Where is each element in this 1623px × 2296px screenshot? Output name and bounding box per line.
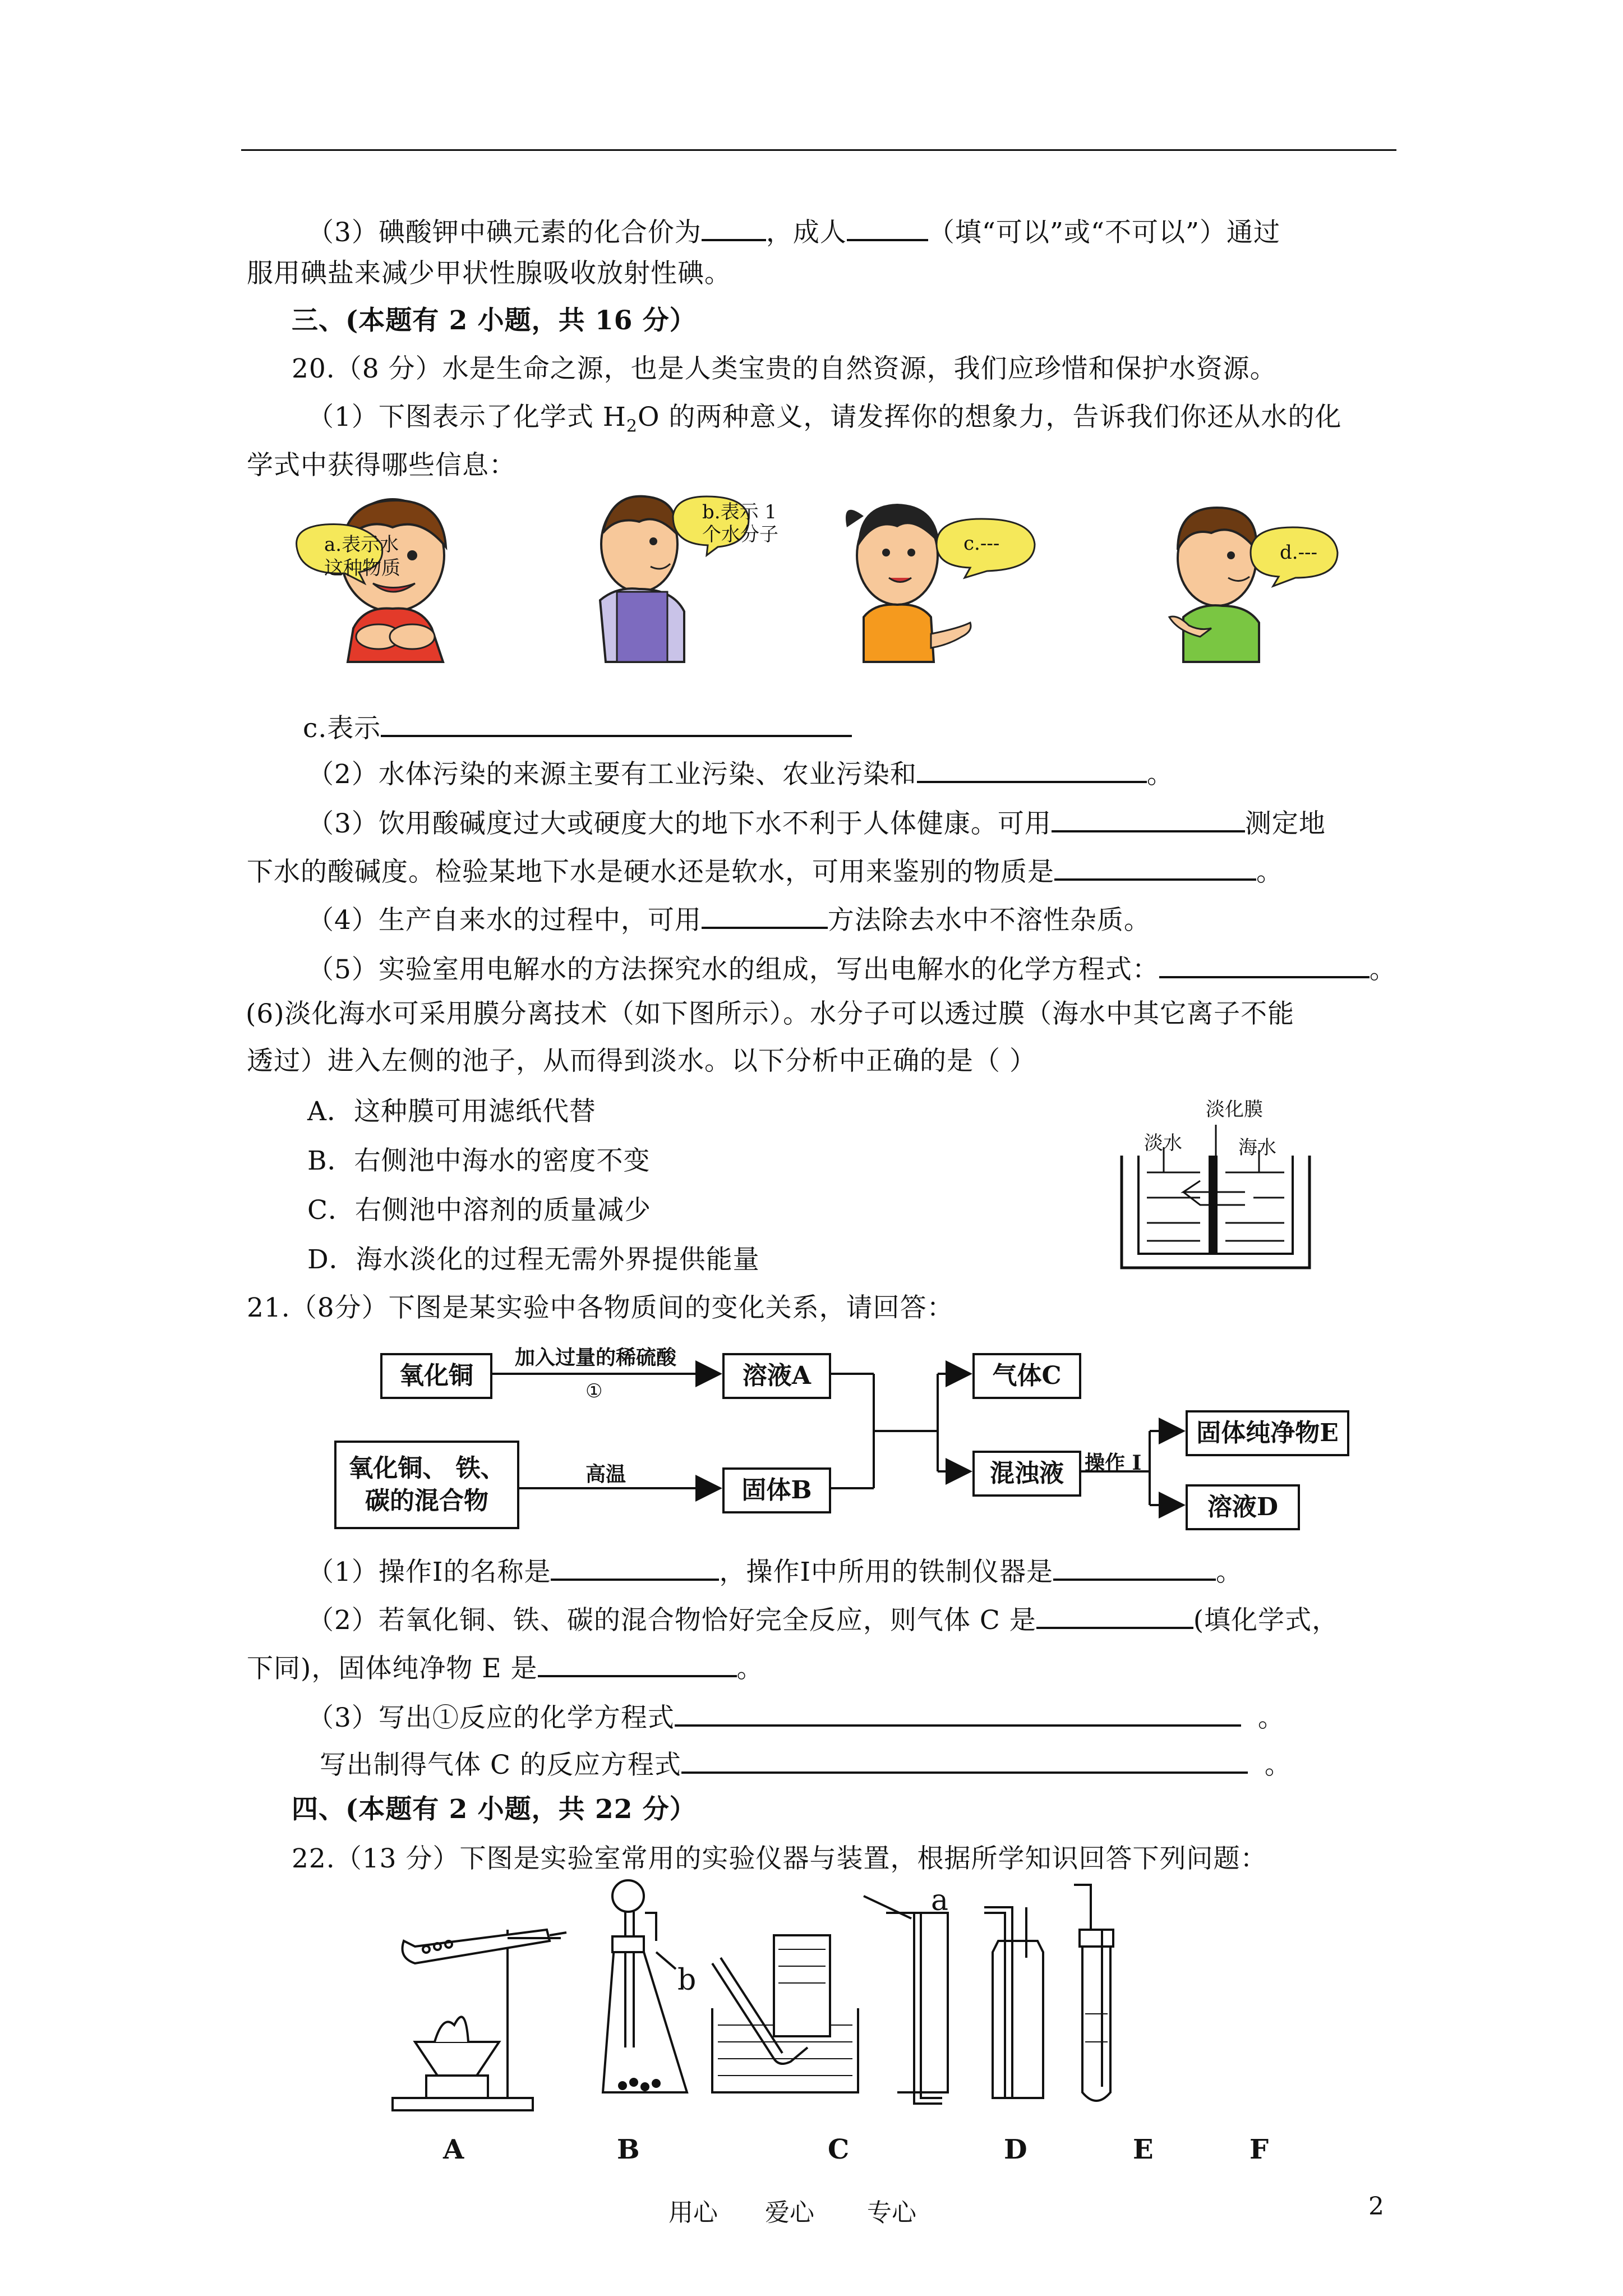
- apparatus-e: [984, 1907, 1043, 2098]
- q20-part3-text-d: 。: [1256, 857, 1283, 887]
- q21-reaction1-blank[interactable]: [675, 1697, 1241, 1727]
- apparatus-label-b-pointer: b: [677, 1963, 697, 1997]
- q20-part2-text-b: 。: [1146, 759, 1174, 790]
- apparatus-b: [603, 1880, 687, 2092]
- apparatus-d: [864, 1896, 948, 2104]
- flow-label-heat: 高温: [585, 1462, 626, 1486]
- q20-stem: 20.（8 分）水是生命之源，也是人类宝贵的自然资源，我们应珍惜和保护水资源。: [292, 353, 1277, 384]
- flow-mixture-line1: 氧化铜、 铁、: [348, 1454, 505, 1483]
- q21-part2-line2: [247, 1648, 764, 1686]
- flow-solid-b: 固体B: [722, 1467, 831, 1513]
- apparatus-a: [393, 1930, 566, 2110]
- q20-part1-line2: 学式中获得哪些信息：: [247, 450, 516, 481]
- footer-motto-3: 专心: [867, 2198, 916, 2227]
- flow-label-operation: 操作 I: [1085, 1451, 1142, 1475]
- q21-operation-blank[interactable]: [551, 1552, 719, 1581]
- apparatus-label-F: F: [1249, 2134, 1269, 2165]
- q21-gas-reaction-blank[interactable]: [681, 1745, 1248, 1774]
- apparatus-label-E: E: [1133, 2134, 1154, 2165]
- q19-part3-line2: 服用碘盐来减少甲状性腺吸收放射性碘。: [247, 258, 731, 289]
- diagram-label-fresh-water: 淡水: [1144, 1132, 1182, 1154]
- q20-option-a[interactable]: A．这种膜可用滤纸代替: [307, 1096, 596, 1127]
- q20-part1-text-a: （1）下图表示了化学式 H: [307, 402, 626, 432]
- apparatus-c: [712, 1935, 858, 2092]
- q21-part2-text-c: 下同)，固体纯净物 E 是: [247, 1653, 538, 1684]
- q21-part1: [307, 1552, 1243, 1589]
- apparatus-label-a-pointer: a: [931, 1884, 949, 1917]
- q19-part3-text-a: （3）碘酸钾中碘元素的化合价为: [307, 217, 702, 248]
- q20-option-b[interactable]: B．右侧池中海水的密度不变: [307, 1145, 651, 1176]
- flow-solution-a: 溶液A: [722, 1353, 831, 1399]
- q20-c-label: c.表示: [303, 713, 381, 744]
- q20-part5-text-a: （5）实验室用电解水的方法探究水的组成，写出电解水的化学方程式：: [307, 954, 1159, 985]
- bubble-b-line2: 个水分子: [702, 523, 778, 546]
- q20-part3-text-b: 测定地: [1244, 808, 1326, 839]
- q22-apparatus-illustration: [381, 1874, 1279, 2137]
- q21-part3-text-c: 写出制得气体 C 的反应方程式: [320, 1750, 681, 1780]
- section3-title: 三、(本题有 2 小题，共 16 分）: [292, 305, 697, 336]
- q20-option-d[interactable]: D．海水淡化的过程无需外界提供能量: [307, 1244, 760, 1275]
- q21-part2-text-d: 。: [736, 1653, 764, 1684]
- q21-part3-text-a: （3）写出①反应的化学方程式: [307, 1703, 675, 1733]
- bubble-d-text: d.---: [1280, 541, 1318, 564]
- q19-part3-text-c: （填“可以”或“不可以”）通过: [928, 217, 1281, 248]
- q20-part4-text-a: （4）生产自来水的过程中，可用: [307, 905, 702, 936]
- flow-turbid: 混浊液: [972, 1451, 1081, 1497]
- apparatus-f: [1074, 1885, 1113, 2101]
- q20-part6-line2: 透过）进入左侧的池子，从而得到淡水。以下分析中正确的是（ ）: [247, 1046, 1036, 1076]
- q21-part3-text-d: 。: [1264, 1750, 1292, 1780]
- footer-motto-2: 爱心: [765, 2198, 814, 2227]
- q20-part3-text-a: （3）饮用酸碱度过大或硬度大的地下水不利于人体健康。可用: [307, 808, 1052, 839]
- q20-part2-text-a: （2）水体污染的来源主要有工业污染、农业污染和: [307, 759, 917, 790]
- q21-part3-line2: [320, 1745, 1292, 1782]
- q21-stem: 21.（8分）下图是某实验中各物质间的变化关系，请回答：: [247, 1292, 954, 1323]
- diagram-label-sea-water: 海水: [1238, 1137, 1276, 1159]
- q21-instrument-blank[interactable]: [1053, 1552, 1216, 1581]
- flow-label-acid: 加入过量的稀硫酸: [515, 1346, 677, 1369]
- apparatus-label-A: A: [443, 2134, 464, 2165]
- q20-part6-line1: (6)淡化海水可采用膜分离技术（如下图所示）。水分子可以透过膜（海水中其它离子不能: [246, 999, 1295, 1029]
- bubble-a-line2: 这种物质: [324, 557, 400, 579]
- q20-part4-text-b: 方法除去水中不溶性杂质。: [827, 905, 1151, 936]
- q22-stem: 22.（13 分）下图是实验室常用的实验仪器与装置，根据所学知识回答下列问题：: [292, 1843, 1267, 1874]
- q21-part2-text-b: (填化学式，: [1193, 1605, 1339, 1636]
- diagram-label-membrane: 淡化膜: [1206, 1098, 1263, 1121]
- page-number: 2: [1368, 2192, 1384, 2221]
- bubble-c-text: c.---: [963, 532, 1000, 555]
- bubble-a-line1: a.表示水: [324, 533, 399, 556]
- q21-gas-c-blank[interactable]: [1036, 1600, 1193, 1629]
- flow-solution-d: 溶液D: [1186, 1484, 1300, 1530]
- flow-cuo: 氧化铜: [380, 1353, 492, 1399]
- section4-title: 四、(本题有 2 小题，共 22 分）: [292, 1794, 697, 1825]
- q20-part3-text-c: 下水的酸碱度。检验某地下水是硬水还是软水，可用来鉴别的物质是: [247, 857, 1054, 887]
- bubble-b-line1: b.表示 1: [702, 501, 777, 523]
- flow-gas-c: 气体C: [972, 1353, 1081, 1399]
- q21-part3-text-b: 。: [1257, 1703, 1285, 1733]
- flow-label-step1: ①: [585, 1380, 603, 1402]
- q21-part1-text-a: （1）操作Ⅰ的名称是: [307, 1557, 551, 1588]
- flow-solid-e: 固体纯净物E: [1186, 1410, 1349, 1456]
- q21-part2-text-a: （2）若氧化铜、铁、碳的混合物恰好完全反应，则气体 C 是: [307, 1605, 1036, 1636]
- q21-part1-text-b: ，操作Ⅰ中所用的铁制仪器是: [719, 1557, 1054, 1588]
- apparatus-label-C: C: [828, 2134, 850, 2165]
- apparatus-label-D: D: [1004, 2134, 1027, 2165]
- q21-part2-line1: [307, 1600, 1339, 1637]
- q20-part1-text-b: O 的两种意义，请发挥你的想象力，告诉我们你还从水的化: [637, 402, 1342, 432]
- apparatus-label-B: B: [617, 2134, 640, 2165]
- q21-solid-e-blank[interactable]: [538, 1648, 737, 1677]
- footer-motto-1: 用心: [668, 2198, 718, 2227]
- q19-part3-text-b: ，成人: [766, 217, 847, 248]
- q20-part1-subscript: 2: [626, 416, 638, 436]
- q21-part1-text-c: 。: [1216, 1557, 1243, 1588]
- q21-part3-line1: [307, 1697, 1285, 1735]
- q20-part5-text-b: 。: [1369, 954, 1396, 985]
- flow-mixture-line2: 碳的混合物: [365, 1487, 488, 1515]
- q20-option-c[interactable]: C．右侧池中溶剂的质量减少: [307, 1195, 651, 1226]
